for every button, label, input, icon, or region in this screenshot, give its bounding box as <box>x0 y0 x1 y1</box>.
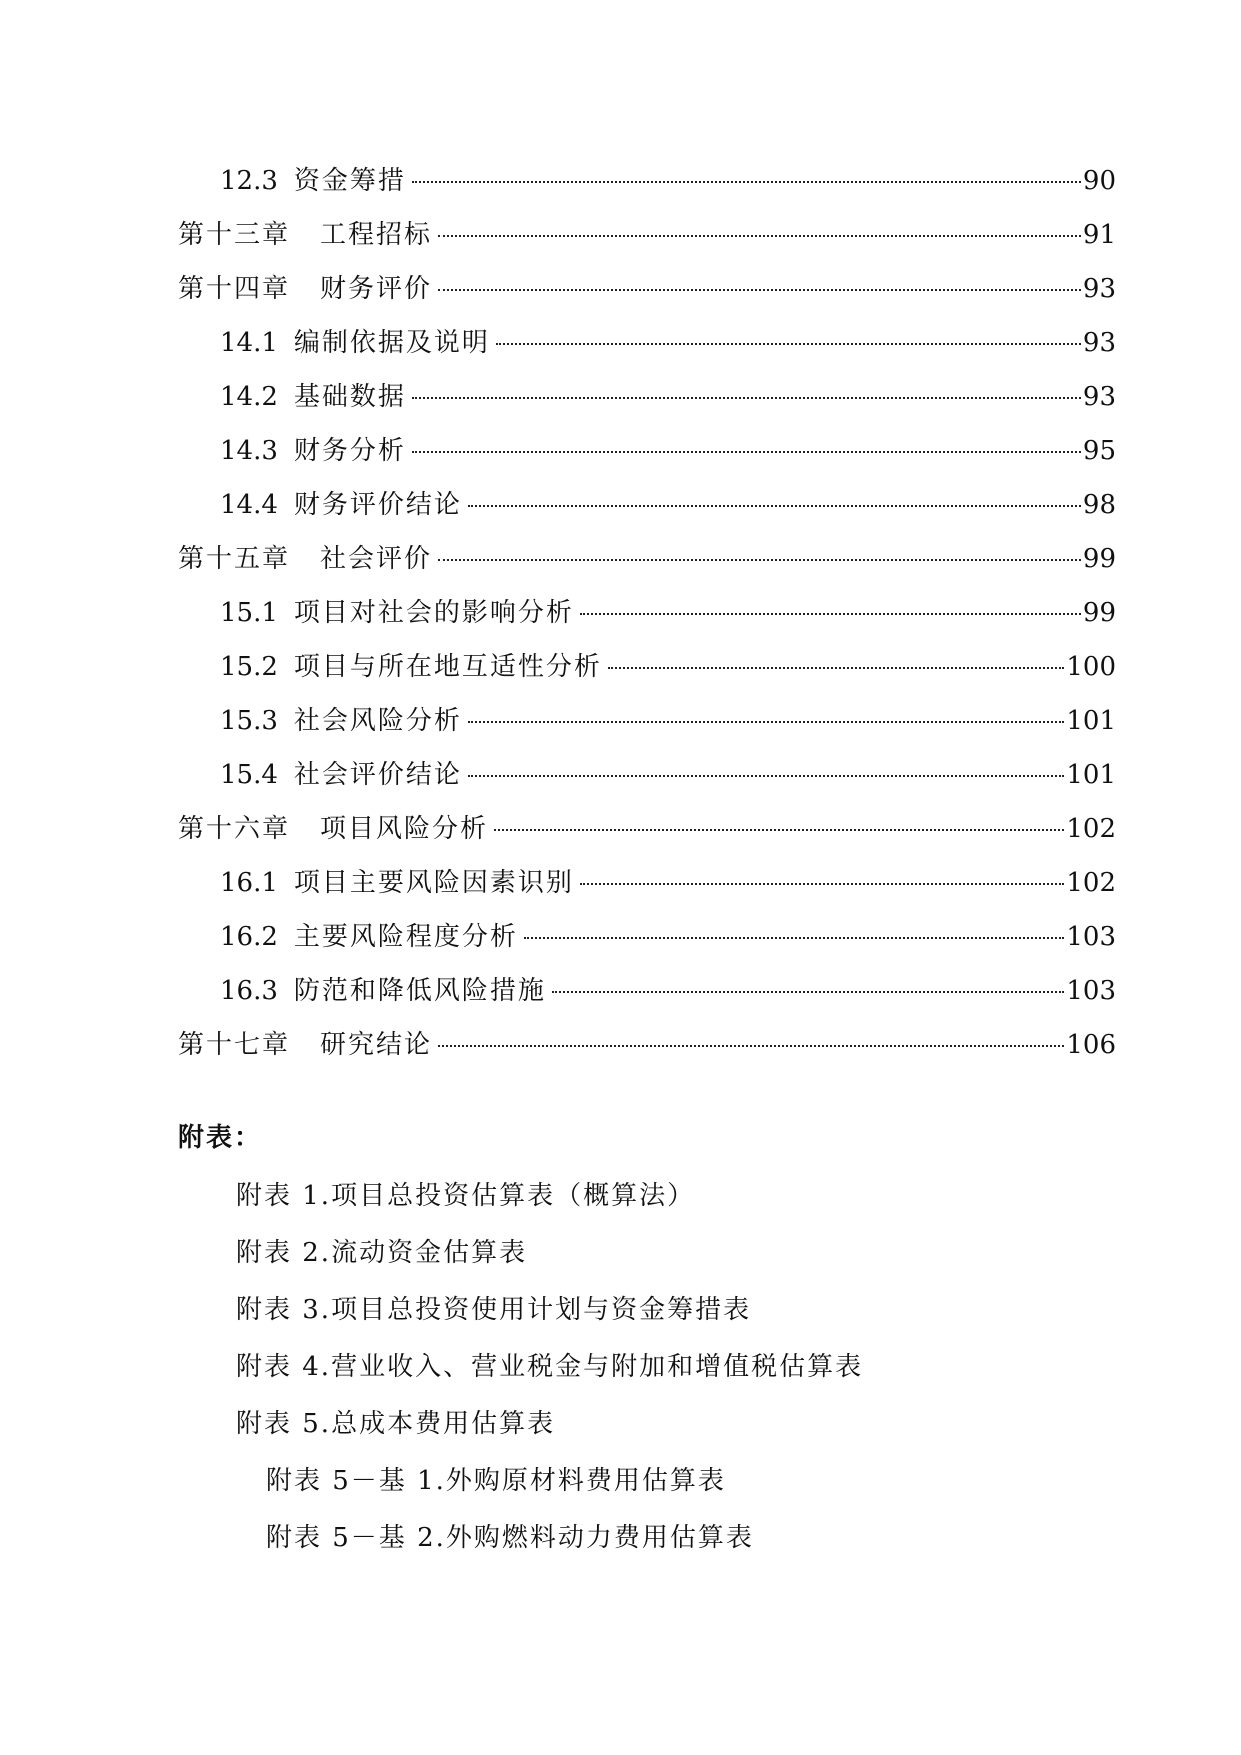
toc-entry-title: 防范和降低风险措施 <box>293 976 546 1006</box>
toc-entry-title: 资金筹措 <box>293 166 406 196</box>
toc-page-number: 102 <box>1066 814 1116 844</box>
toc-entry-title: 项目主要风险因素识别 <box>293 868 574 898</box>
appendix-item: 附表 3.项目总投资使用计划与资金筹措表 <box>236 1295 752 1325</box>
toc-entry-number: 16.2 <box>220 922 278 952</box>
toc-chapter-entry[interactable] <box>178 208 1116 262</box>
toc-page-number: 90 <box>1082 166 1116 196</box>
toc-entry-number: 14.1 <box>220 328 278 358</box>
toc-entry-title: 财务评价结论 <box>293 490 462 520</box>
toc-entry-number: 15.4 <box>220 760 278 790</box>
toc-entry-number: 第十三章 <box>178 220 291 250</box>
toc-entry-title: 研究结论 <box>320 1030 433 1060</box>
toc-entry-number: 16.3 <box>220 976 278 1006</box>
toc-entry-title: 财务评价 <box>320 274 433 304</box>
toc-entry-number: 第十六章 <box>178 814 291 844</box>
toc-page-number: 106 <box>1066 1030 1116 1060</box>
toc-entry-title: 社会评价 <box>320 544 433 574</box>
toc-entry-title: 工程招标 <box>320 220 433 250</box>
toc-entry-title: 编制依据及说明 <box>293 328 490 358</box>
toc-entry-number: 14.4 <box>220 490 278 520</box>
toc-dot-leader <box>412 449 1081 453</box>
toc-page-number: 93 <box>1082 274 1116 304</box>
toc-dot-leader <box>608 665 1064 669</box>
toc-dot-leader <box>412 395 1081 399</box>
toc-entry-title: 项目对社会的影响分析 <box>293 598 574 628</box>
appendix-list <box>236 1168 1136 1567</box>
toc-entry-number: 15.2 <box>220 652 278 682</box>
appendix-item: 附表 4.营业收入、营业税金与附加和增值税估算表 <box>236 1352 864 1382</box>
toc-page-number: 100 <box>1066 652 1116 682</box>
toc-section-entry[interactable] <box>178 694 1116 748</box>
toc-entry-title: 社会评价结论 <box>293 760 462 790</box>
toc-page-number: 99 <box>1082 598 1116 628</box>
toc-dot-leader <box>412 179 1081 183</box>
toc-dot-leader <box>438 233 1081 237</box>
toc-page-number: 98 <box>1082 490 1116 520</box>
appendix-item: 附表 5.总成本费用估算表 <box>236 1409 556 1439</box>
appendix-sub-item: 附表 5－基 1.外购原材料费用估算表 <box>266 1466 726 1496</box>
toc-section-entry[interactable] <box>178 424 1116 478</box>
toc-page-number: 103 <box>1066 922 1116 952</box>
toc-page-number: 103 <box>1066 976 1116 1006</box>
toc-dot-leader <box>580 611 1081 615</box>
toc-dot-leader <box>438 1043 1064 1047</box>
toc-section-entry[interactable] <box>178 910 1116 964</box>
appendix-heading: 附表： <box>178 1123 263 1153</box>
toc-page-number: 93 <box>1082 382 1116 412</box>
toc-entry-number: 16.1 <box>220 868 278 898</box>
appendix-item: 附表 2.流动资金估算表 <box>236 1238 528 1268</box>
toc-entry-title: 主要风险程度分析 <box>293 922 518 952</box>
toc-page-number: 102 <box>1066 868 1116 898</box>
toc-entry-number: 第十七章 <box>178 1030 291 1060</box>
toc-dot-leader <box>468 719 1064 723</box>
table-of-contents <box>178 154 1116 1072</box>
toc-entry-number: 12.3 <box>220 166 278 196</box>
toc-dot-leader <box>580 881 1064 885</box>
toc-page-number: 93 <box>1082 328 1116 358</box>
toc-dot-leader <box>438 287 1081 291</box>
toc-page-number: 101 <box>1066 760 1116 790</box>
toc-section-entry[interactable] <box>178 586 1116 640</box>
toc-section-entry[interactable] <box>178 748 1116 802</box>
toc-section-entry[interactable] <box>178 640 1116 694</box>
toc-entry-title: 项目与所在地互适性分析 <box>293 652 602 682</box>
toc-entry-number: 第十五章 <box>178 544 291 574</box>
toc-section-entry[interactable] <box>178 154 1116 208</box>
appendix-item: 附表 1.项目总投资估算表（概算法） <box>236 1181 696 1211</box>
toc-entry-number: 15.1 <box>220 598 278 628</box>
toc-entry-number: 14.2 <box>220 382 278 412</box>
toc-dot-leader <box>524 935 1064 939</box>
toc-page-number: 91 <box>1082 220 1116 250</box>
toc-page-number: 95 <box>1082 436 1116 466</box>
toc-dot-leader <box>496 341 1081 345</box>
toc-page-number: 101 <box>1066 706 1116 736</box>
toc-entry-number: 第十四章 <box>178 274 291 304</box>
toc-section-entry[interactable] <box>178 478 1116 532</box>
toc-dot-leader <box>438 557 1081 561</box>
toc-section-entry[interactable] <box>178 370 1116 424</box>
toc-entry-number: 15.3 <box>220 706 278 736</box>
toc-entry-title: 社会风险分析 <box>293 706 462 736</box>
toc-entry-title: 财务分析 <box>293 436 406 466</box>
appendix-sub-item: 附表 5－基 2.外购燃料动力费用估算表 <box>266 1523 754 1553</box>
toc-dot-leader <box>468 503 1081 507</box>
toc-section-entry[interactable] <box>178 856 1116 910</box>
toc-chapter-entry[interactable] <box>178 1018 1116 1072</box>
toc-chapter-entry[interactable] <box>178 532 1116 586</box>
toc-dot-leader <box>494 827 1064 831</box>
toc-chapter-entry[interactable] <box>178 802 1116 856</box>
toc-entry-title: 基础数据 <box>293 382 406 412</box>
toc-dot-leader <box>468 773 1064 777</box>
toc-section-entry[interactable] <box>178 316 1116 370</box>
toc-dot-leader <box>552 989 1064 993</box>
toc-entry-title: 项目风险分析 <box>320 814 489 844</box>
toc-chapter-entry[interactable] <box>178 262 1116 316</box>
toc-page-number: 99 <box>1082 544 1116 574</box>
toc-entry-number: 14.3 <box>220 436 278 466</box>
toc-section-entry[interactable] <box>178 964 1116 1018</box>
